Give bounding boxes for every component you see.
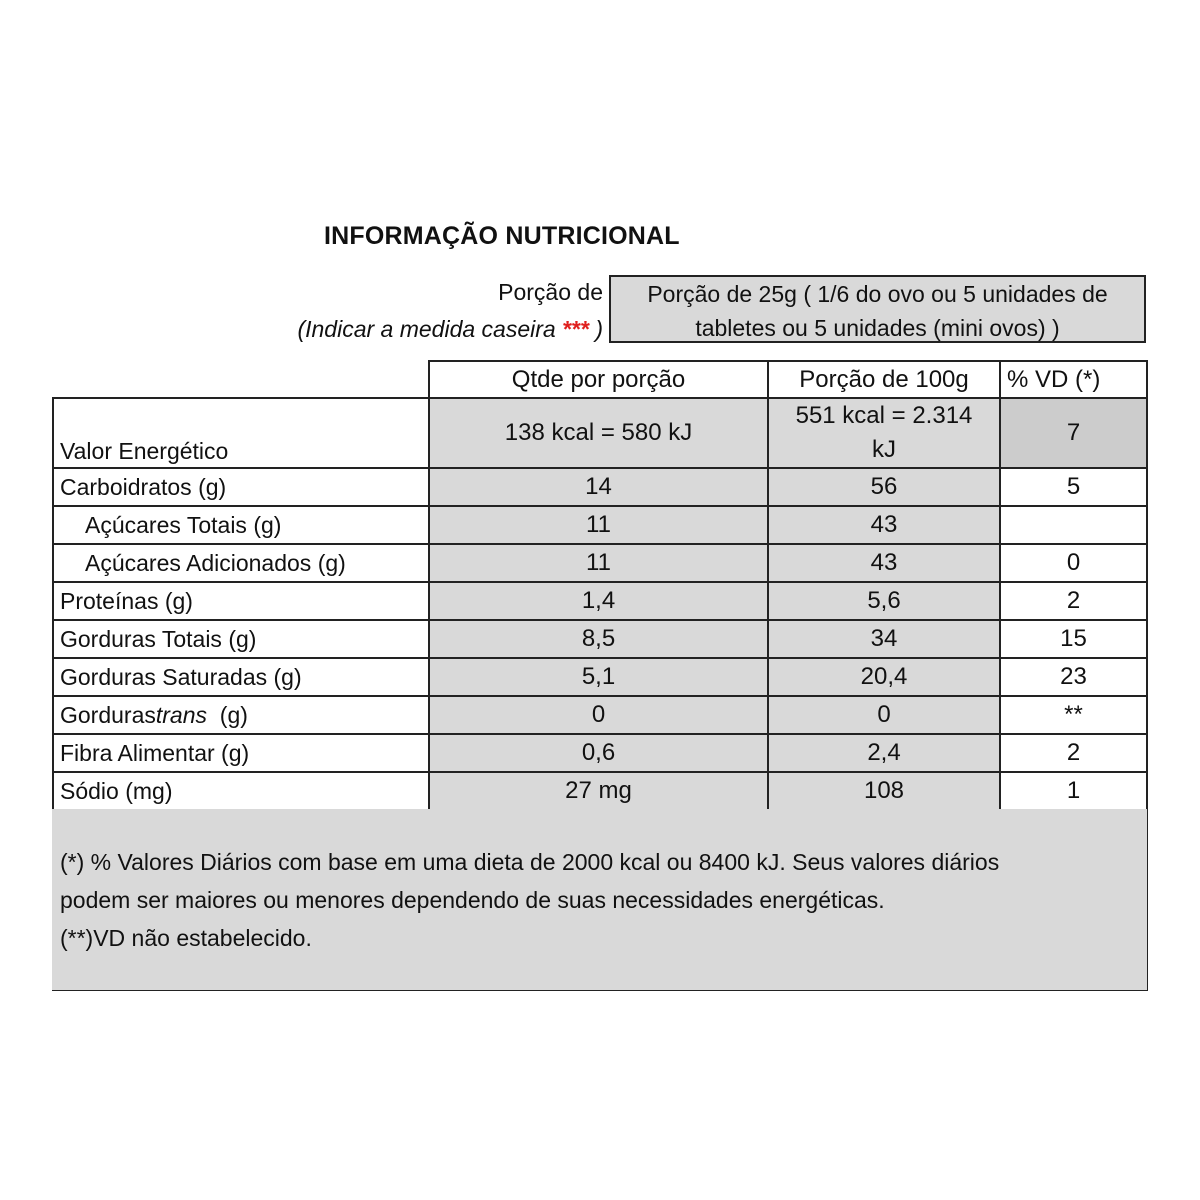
table-rule <box>1146 360 1148 811</box>
nutrient-per-100g: 20,4 <box>768 658 1000 696</box>
nutrient-label: Açúcares Adicionados (g) <box>85 549 346 576</box>
nutrient-daily-value: 0 <box>1066 549 1081 576</box>
energy-label: Valor Energético <box>60 438 229 464</box>
serving-size-box <box>609 275 1146 343</box>
nutrient-per-100g: 56 <box>768 468 1000 506</box>
header-per-100g: Porção de 100g <box>799 365 969 393</box>
nutrient-label-prefix: Gorduras <box>60 701 156 728</box>
household-measure-hint-prefix: (Indicar a medida caseira <box>297 316 563 342</box>
nutrient-per-serving: 0 <box>429 696 768 734</box>
table-rule <box>999 360 1001 811</box>
nutrient-per-100g: 108 <box>768 772 1000 810</box>
nutrient-label: Sódio (mg) <box>60 777 173 804</box>
energy-per-100g: 551 kcal = 2.314 kJ <box>768 398 1000 468</box>
nutrient-daily-value: 15 <box>1060 625 1087 652</box>
nutrient-label: Fibra Alimentar (g) <box>60 739 250 766</box>
footnote-daily-values-cont: podem ser maiores ou menores dependendo de suas necessidades energéticas. <box>60 887 885 913</box>
table-rule <box>52 467 1147 469</box>
serving-size-line-2: tabletes ou 5 unidades (mini ovos) ) <box>695 315 1060 341</box>
nutrient-per-serving: 27 mg <box>429 772 768 810</box>
nutrient-per-serving: 8,5 <box>429 620 768 658</box>
table-rule <box>52 581 1147 583</box>
nutrient-daily-value: ** <box>1064 701 1083 728</box>
nutrient-label <box>52 696 429 734</box>
nutrient-label: Carboidratos (g) <box>60 473 227 500</box>
table-rule <box>52 397 1147 399</box>
household-measure-stars: *** <box>562 316 589 342</box>
nutrient-per-100g: 43 <box>768 544 1000 582</box>
footnote-daily-values: (*) % Valores Diários com base em uma dieta de 2000 kcal ou 8400 kJ. Seus valores diários <box>60 849 1000 875</box>
nutrient-daily-value: 2 <box>1066 739 1081 766</box>
serving-label-block <box>297 274 603 348</box>
table-rule <box>52 543 1147 545</box>
header-per-serving: Qtde por porção <box>511 365 686 393</box>
table-rule <box>52 695 1147 697</box>
table-rule <box>52 505 1147 507</box>
serving-size-line-1: Porção de 25g ( 1/6 do ovo ou 5 unidades de <box>647 281 1108 307</box>
table-rule <box>52 397 54 811</box>
table-rule <box>767 360 769 811</box>
nutrient-label: Gorduras Saturadas (g) <box>60 663 302 690</box>
nutrient-per-serving: 0,6 <box>429 734 768 772</box>
nutrient-per-100g: 0 <box>768 696 1000 734</box>
nutrient-per-100g: 43 <box>768 506 1000 544</box>
nutrient-per-serving: 1,4 <box>429 582 768 620</box>
nutrient-per-serving: 11 <box>429 506 768 544</box>
nutrient-daily-value <box>1000 506 1147 544</box>
nutrient-label: Proteínas (g) <box>60 587 193 614</box>
table-rule <box>429 360 1147 362</box>
nutrient-label: Gorduras Totais (g) <box>60 625 257 652</box>
table-rule <box>52 771 1147 773</box>
table-rule <box>428 360 430 811</box>
nutrient-per-100g: 34 <box>768 620 1000 658</box>
header-daily-value: % VD (*) <box>1007 365 1101 393</box>
energy-per-serving: 138 kcal = 580 kJ <box>429 398 768 468</box>
nutrient-label-italic: trans <box>155 701 208 728</box>
energy-daily-value: 7 <box>1000 398 1147 468</box>
nutrient-per-serving: 14 <box>429 468 768 506</box>
footnotes <box>52 809 1147 990</box>
household-measure-hint-suffix: ) <box>588 316 603 342</box>
table-rule <box>52 619 1147 621</box>
nutrient-daily-value: 5 <box>1066 473 1081 500</box>
nutrient-daily-value: 23 <box>1060 663 1087 690</box>
table-rule <box>52 733 1147 735</box>
serving-label: Porção de <box>498 279 603 305</box>
nutrition-title: INFORMAÇÃO NUTRICIONAL <box>324 222 680 250</box>
nutrient-daily-value: 1 <box>1066 777 1081 804</box>
nutrient-per-100g: 2,4 <box>768 734 1000 772</box>
nutrient-per-serving: 5,1 <box>429 658 768 696</box>
nutrient-label-suffix: (g) <box>207 701 248 728</box>
nutrient-per-100g: 5,6 <box>768 582 1000 620</box>
household-measure-hint <box>297 311 603 348</box>
nutrient-label: Açúcares Totais (g) <box>85 511 282 538</box>
nutrient-daily-value: 2 <box>1066 587 1081 614</box>
table-rule <box>52 657 1147 659</box>
nutrient-per-serving: 11 <box>429 544 768 582</box>
footnote-not-established: (**)VD não estabelecido. <box>60 925 312 951</box>
